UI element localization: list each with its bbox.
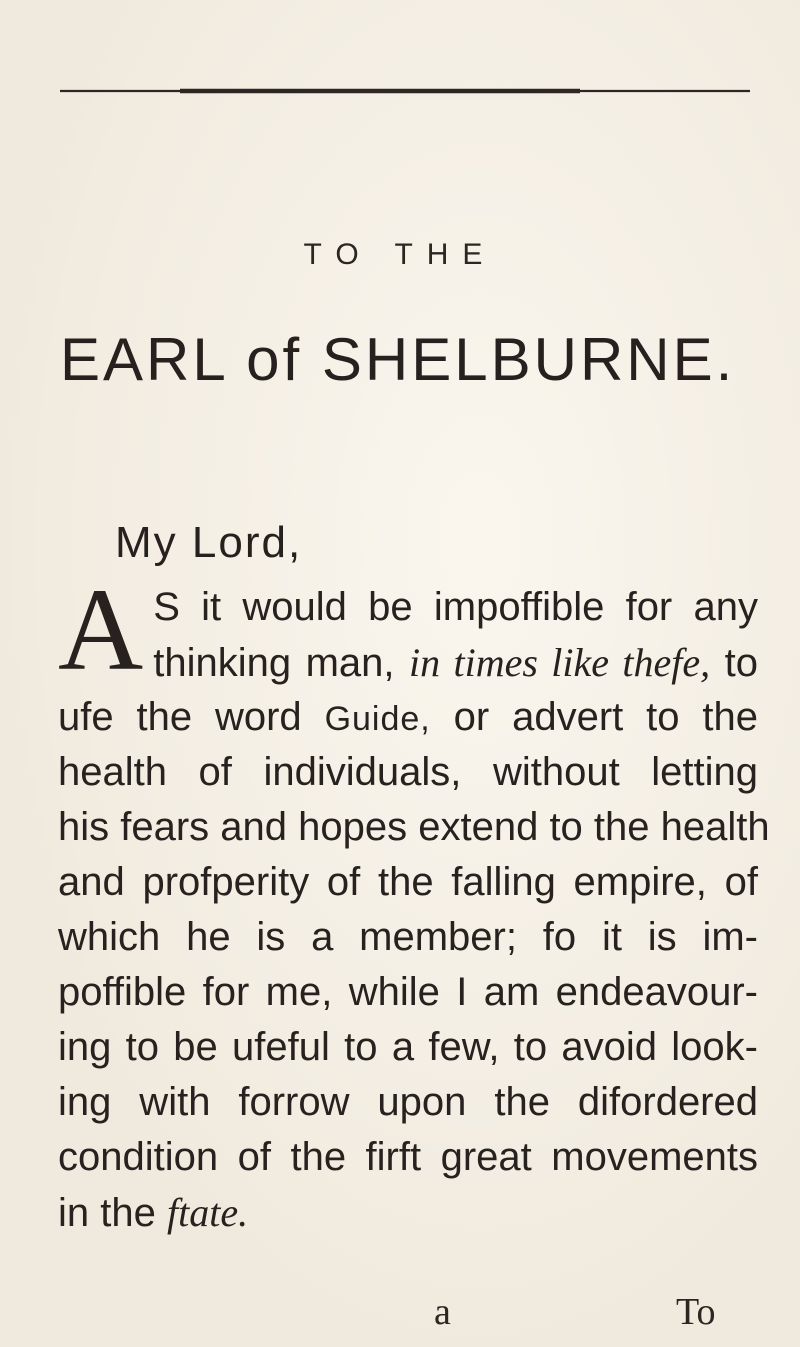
opening-paragraph-start	[58, 580, 758, 690]
text-line-2-b: to	[724, 641, 758, 685]
text-line-2-italic: in times like thefe,	[409, 640, 711, 685]
dedication-addressee: EARL of SHELBURNE.	[60, 326, 736, 393]
text-line-2	[58, 635, 758, 690]
salutation	[115, 518, 302, 568]
text-line-1: S it would be impoffible for any	[153, 585, 758, 629]
salutation-my: My	[115, 518, 178, 567]
text-line-12-a: in the	[58, 1191, 156, 1235]
text-line-3-smallcaps: Guide,	[324, 700, 431, 738]
text-line-4: health of individuals, without letting	[58, 750, 758, 794]
text-line-10: ing with forrow upon the difordered	[58, 1080, 758, 1124]
signature-mark: a	[434, 1291, 451, 1333]
text-line-9: ing to be ufeful to a few, to avoid look-	[58, 1025, 758, 1069]
text-line-2-a: thinking man,	[153, 641, 395, 685]
text-line-11: condition of the firft great movements	[58, 1135, 758, 1179]
catchword: To	[676, 1291, 716, 1333]
text-line-3	[58, 690, 758, 745]
drop-cap: A	[58, 580, 144, 690]
salutation-lord: Lord,	[191, 518, 303, 567]
text-line-12	[58, 1185, 758, 1240]
text-line-3-a: ufe the word	[58, 695, 302, 739]
text-line-5: his fears and hopes extend to the health	[58, 805, 770, 849]
text-line-12-italic: ftate.	[166, 1190, 249, 1235]
text-line-8: poffible for me, while I am endeavour-	[58, 970, 758, 1014]
text-line-7: which he is a member; fo it is im-	[58, 915, 758, 959]
text-line-6: and profperity of the falling empire, of	[58, 860, 758, 904]
dedication-body	[58, 580, 770, 1240]
top-rule	[60, 88, 750, 94]
text-line-3-b: or advert to the	[453, 695, 759, 739]
dedication-to-the: TO THE	[303, 238, 497, 271]
